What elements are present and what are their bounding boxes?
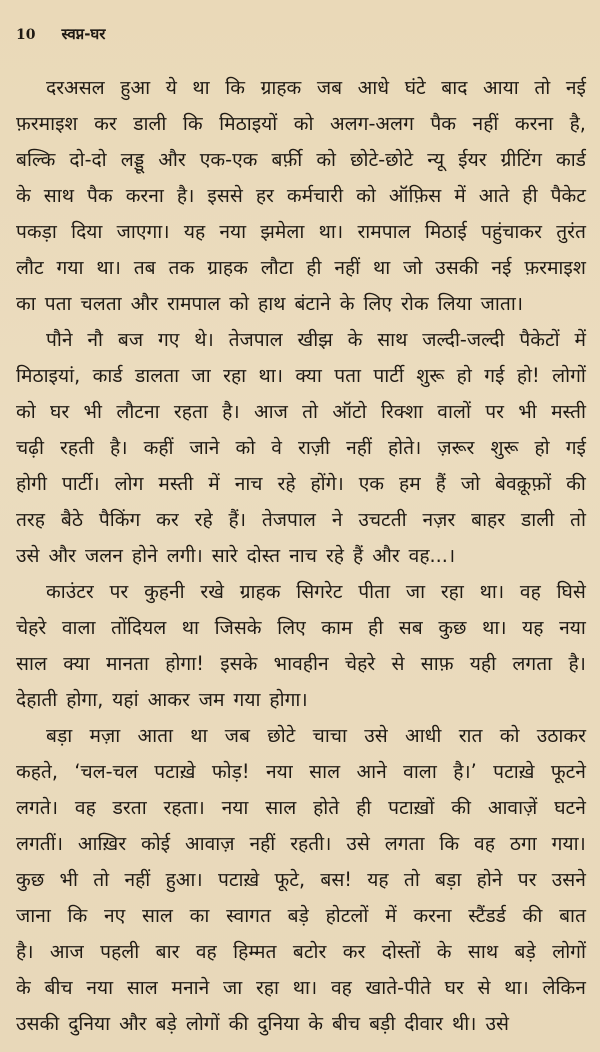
text-line: के बीच नया साल मनाने जा रहा था। वह खाते-पीते घर से था। लेकिन — [16, 976, 586, 999]
text-line: लगतीं। आख़िर कोई आवाज़ नहीं रहती। उसे लगता कि वह ठगा गया। — [16, 832, 586, 855]
text-line: बड़ा मज़ा आता था जब छोटे चाचा उसे आधी रात को उठाकर — [46, 724, 586, 747]
text-line: का पता चलता और रामपाल को हाथ बंटाने के लिए रोक लिया जाता। — [16, 292, 524, 315]
body-text — [16, 70, 586, 1042]
text-line: उसे और जलन होने लगी। सारे दोस्त नाच रहे हैं और वह...। — [16, 544, 456, 567]
page-number: 10 — [16, 27, 36, 43]
text-line: तरह बैठे पैकिंग कर रहे हैं। तेजपाल ने उचटती नज़र बाहर डाली तो — [16, 508, 586, 531]
paragraph — [16, 718, 586, 1042]
text-line: कहते, ‘चल-चल पटाख़े फोड़! नया साल आने वाला है।’ पटाख़े फूटने — [16, 760, 586, 783]
text-line: कुछ भी तो नहीं हुआ। पटाख़े फूटे, बस! यह तो बड़ा होने पर उसने — [16, 868, 586, 891]
paragraph — [16, 574, 586, 718]
text-line: चढ़ी रहती है। कहीं जाने को वे राज़ी नहीं होते। ज़रूर शुरू हो गई — [16, 436, 586, 459]
page-header — [16, 24, 105, 44]
text-line: है। आज पहली बार वह हिम्मत बटोर कर दोस्तों के साथ बड़े लोगों — [16, 940, 586, 963]
text-line: होगी पार्टी। लोग मस्ती में नाच रहे होंगे। एक हम हैं जो बेवक़ूफ़ों की — [16, 472, 586, 495]
text-line: साल क्या मानता होगा! इसके भावहीन चेहरे से साफ़ यही लगता है। — [16, 652, 586, 675]
text-line: चेहरे वाला तोंदियल था जिसके लिए काम ही सब कुछ था। यह नया — [16, 616, 586, 639]
text-line: मिठाइयां, कार्ड डालता जा रहा था। क्या पता पार्टी शुरू हो गई हो! लोगों — [16, 364, 586, 387]
text-line: जाना कि नए साल का स्वागत बड़े होटलों में करना स्टैंडर्ड की बात — [16, 904, 586, 927]
text-line: लगते। वह डरता रहता। नया साल होते ही पटाख़ों की आवाज़ें घटने — [16, 796, 586, 819]
text-line: देहाती होगा, यहां आकर जम गया होगा। — [16, 688, 308, 711]
text-line: के साथ पैक करना है। इससे हर कर्मचारी को ऑफ़िस में आते ही पैकेट — [16, 184, 586, 207]
text-line: पौने नौ बज गए थे। तेजपाल खीझ के साथ जल्दी-जल्दी पैकेटों में — [46, 328, 586, 351]
text-line: पकड़ा दिया जाएगा। यह नया झमेला था। रामपाल मिठाई पहुंचाकर तुरंत — [16, 220, 586, 243]
book-title: स्वप्न-घर — [61, 25, 106, 43]
text-line: उसकी दुनिया और बड़े लोगों की दुनिया के बीच बड़ी दीवार थी। उसे — [16, 1012, 509, 1035]
text-line: लौट गया था। तब तक ग्राहक लौटा ही नहीं था जो उसकी नई फ़रमाइश — [16, 256, 586, 279]
paragraph — [16, 322, 586, 574]
text-line: दरअसल हुआ ये था कि ग्राहक जब आधे घंटे बाद आया तो नई — [46, 76, 586, 99]
text-line: काउंटर पर कुहनी रखे ग्राहक सिगरेट पीता जा रहा था। वह घिसे — [46, 580, 586, 603]
text-line: बल्कि दो-दो लड्डू और एक-एक बर्फ़ी को छोटे-छोटे न्यू ईयर ग्रीटिंग कार्ड — [16, 148, 586, 171]
text-line: को घर भी लौटना रहता है। आज तो ऑटो रिक्शा वालों पर भी मस्ती — [16, 400, 586, 423]
paragraph — [16, 70, 586, 322]
text-line: फ़रमाइश कर डाली कि मिठाइयों को अलग-अलग पैक नहीं करना है, — [16, 112, 586, 135]
